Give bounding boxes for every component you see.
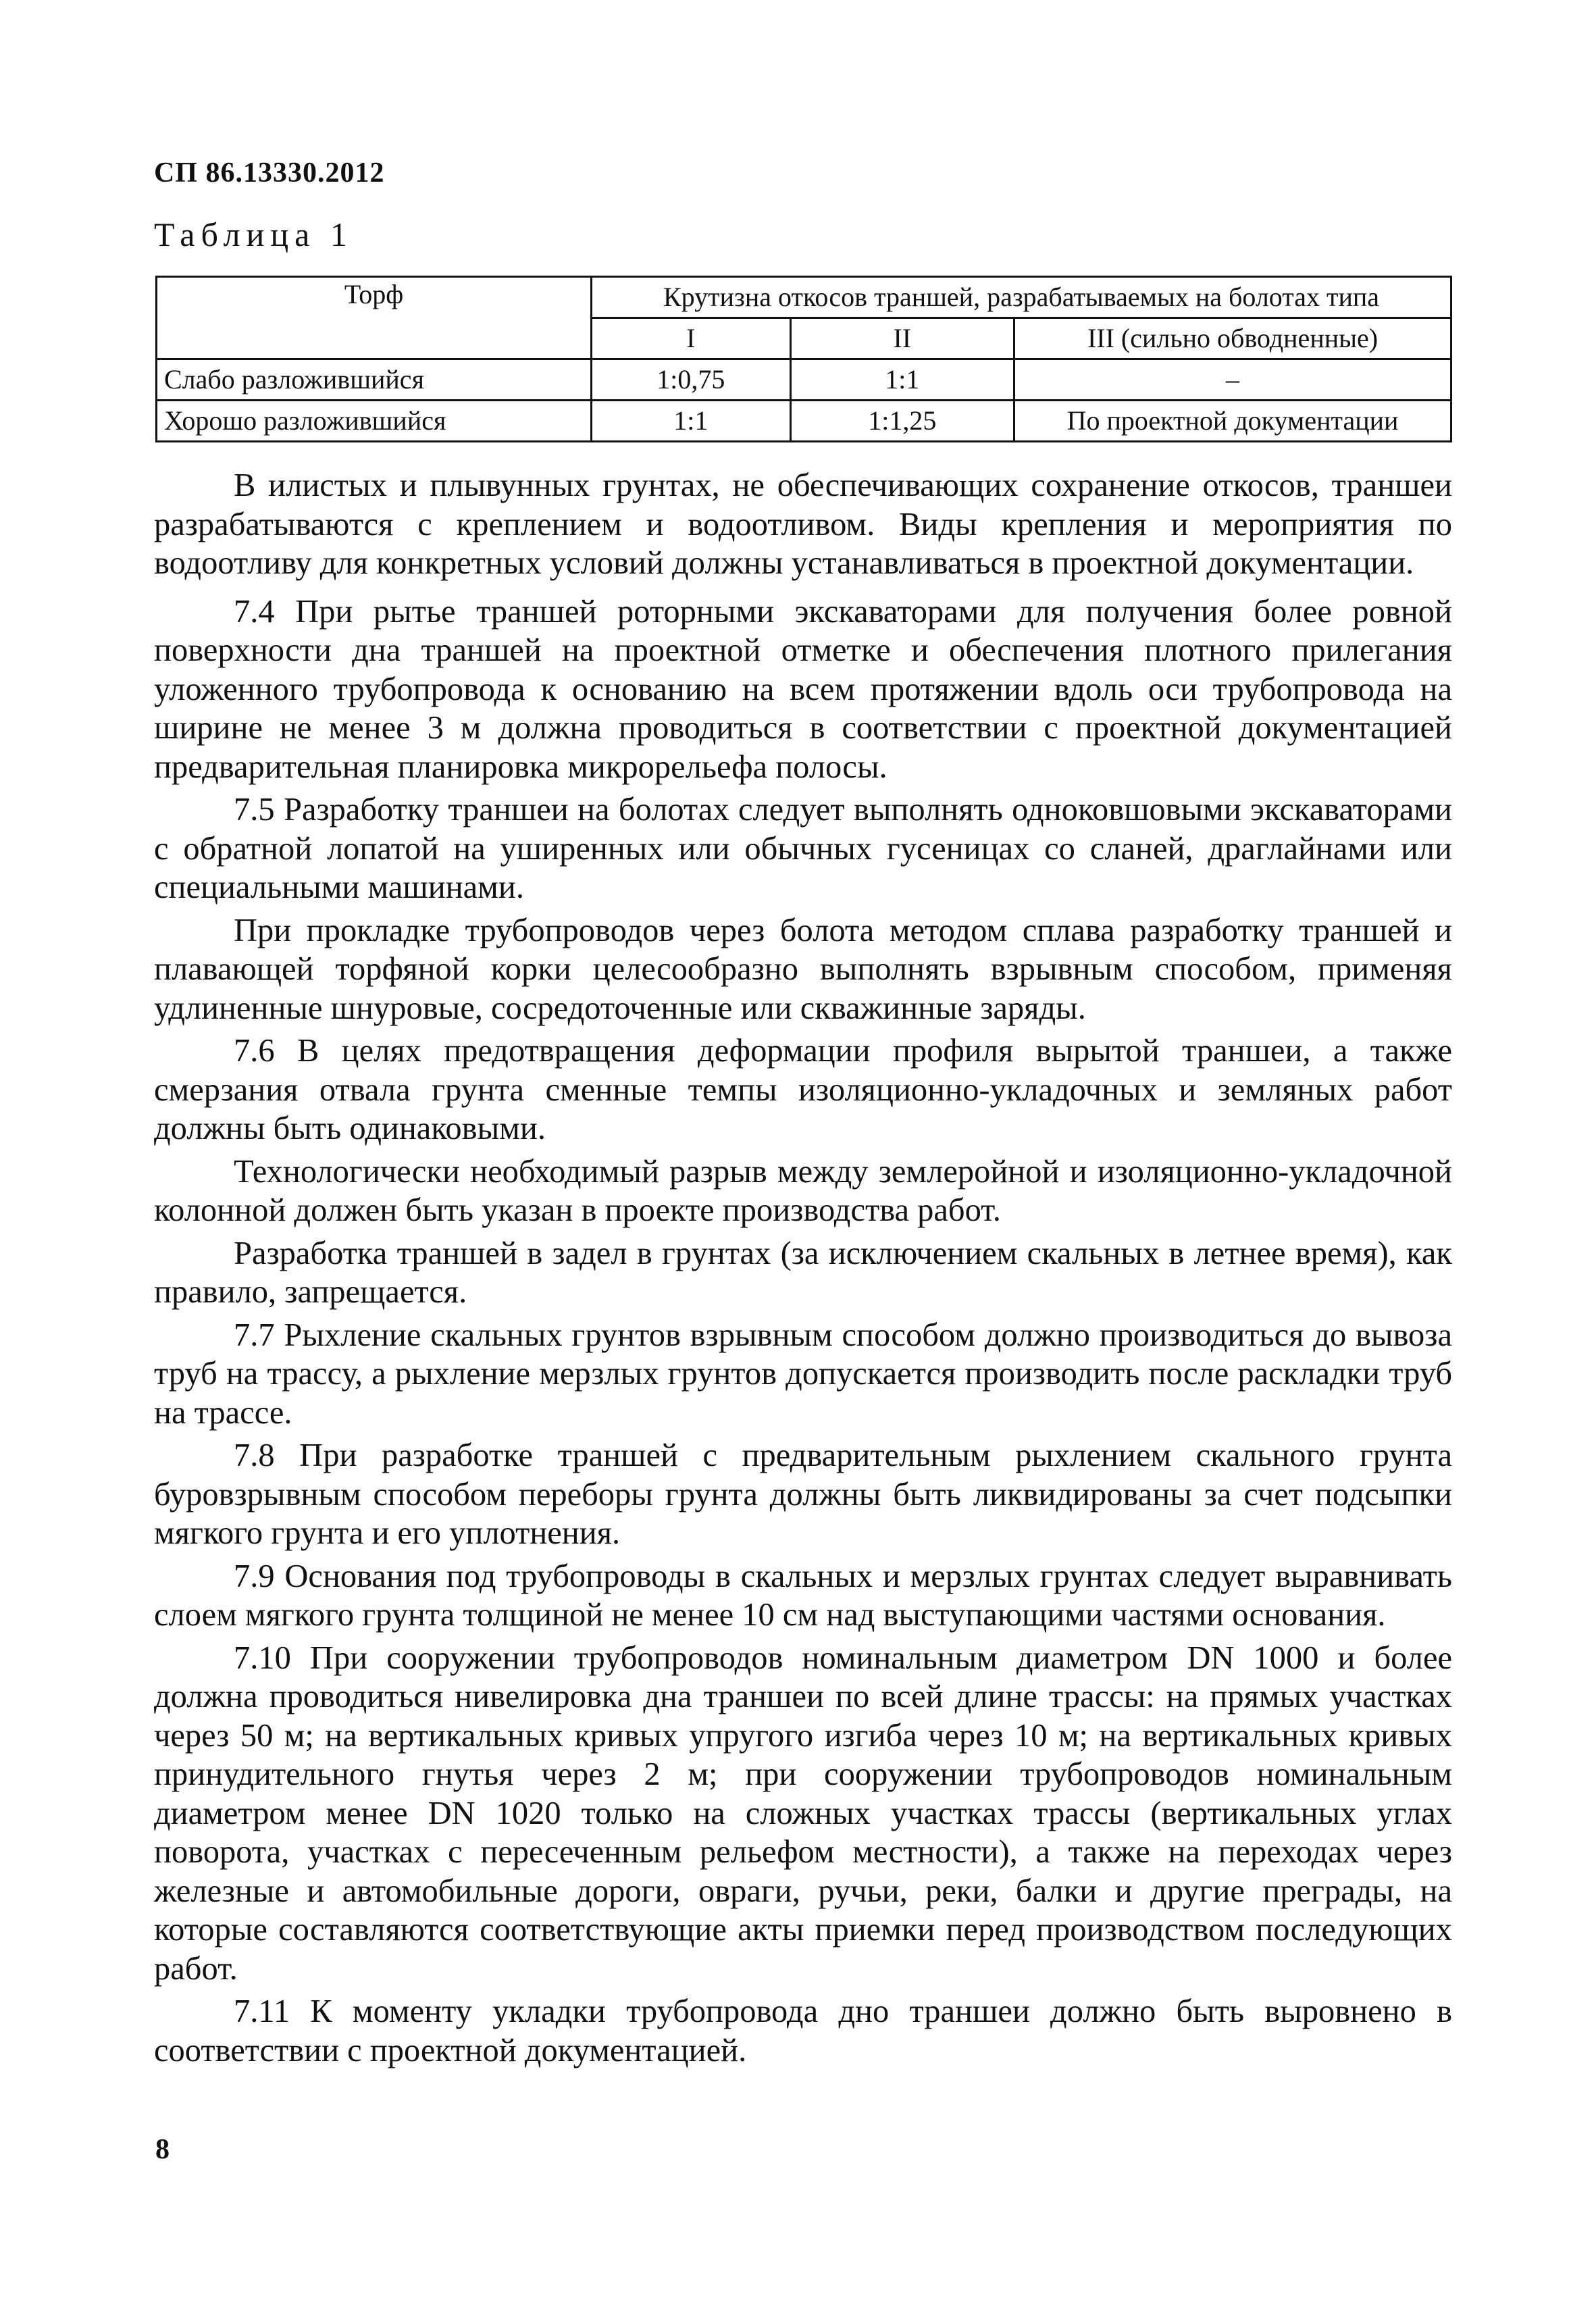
paragraph: 7.8 При разработке траншей с предварительным рыхлением скального грунта буровзрывным способом переборы грунта должны быть ликвидированы за счет подсыпки мягкого грунта и его уплотнения. xyxy=(154,1438,1452,1551)
header-slope-group: Крутизна откосов траншей, разрабатываемых на болотах типа xyxy=(592,277,1451,318)
header-peat: Торф xyxy=(157,277,592,359)
paragraph: Технологически необходимый разрыв между землеройной и изоляционно-укладочной колонной должен быть указан в проекте производства работ. xyxy=(154,1153,1452,1228)
header-type-1: I xyxy=(592,318,791,359)
cell-peat: Слабо разложившийся xyxy=(157,359,592,401)
header-type-3: III (сильно обводненные) xyxy=(1014,318,1451,359)
cell-value: 1:1 xyxy=(592,401,791,442)
cell-value: 1:1,25 xyxy=(790,401,1014,442)
document-code: СП 86.13330.2012 xyxy=(154,157,385,188)
paragraph: 7.9 Основания под трубопроводы в скальных и мерзлых грунтах следует выравнивать слоем мягкого грунта толщиной не менее 10 см над выступающими частями основания. xyxy=(154,1558,1452,1633)
body-text xyxy=(154,466,1452,2074)
slope-table xyxy=(155,276,1452,442)
table-caption: Таблица 1 xyxy=(154,215,353,253)
cell-value: 1:0,75 xyxy=(592,359,791,401)
cell-value: По проектной документации xyxy=(1014,401,1451,442)
paragraph: 7.11 К моменту укладки трубопровода дно траншеи должно быть выровнено в соответствии с проектной документацией. xyxy=(154,1993,1452,2068)
header-type-2: II xyxy=(790,318,1014,359)
cell-peat: Хорошо разложившийся xyxy=(157,401,592,442)
page-number: 8 xyxy=(155,2134,170,2165)
paragraph: 7.4 При рытье траншей роторными экскаваторами для получения более ровной поверхности дна траншей на проектной отметке и обеспечения плотного прилегания уложенного трубопровода к основанию на всем протяжении вдоль оси трубопровода на ширине не менее 3 м должна проводиться в соответствии с проектной документацией предварительная планировка микрорельефа полосы. xyxy=(154,593,1452,785)
paragraph: В илистых и плывунных грунтах, не обеспечивающих сохранение откосов, траншеи разрабатываются с креплением и водоотливом. Виды крепления и мероприятия по водоотливу для конкретных условий должны устанавливаться в проектной документации. xyxy=(154,467,1452,581)
table-row xyxy=(157,359,1451,401)
paragraph: 7.7 Рыхление скальных грунтов взрывным способом должно производиться до вывоза труб на трассу, а рыхление мерзлых грунтов допускается производить после раскладки труб на трассе. xyxy=(154,1317,1452,1431)
paragraph: При прокладке трубопроводов через болота методом сплава разработку траншей и плавающей торфяной корки целесообразно выполнять взрывным способом, применяя удлиненные шнуровые, сосредоточенные или скважинные заряды. xyxy=(154,912,1452,1026)
cell-value: 1:1 xyxy=(790,359,1014,401)
paragraph: 7.6 В целях предотвращения деформации профиля вырытой траншеи, а также смерзания отвала грунта сменные темпы изоляционно-укладочных и земляных работ должны быть одинаковыми. xyxy=(154,1033,1452,1146)
paragraph: 7.10 При сооружении трубопроводов номинальным диаметром DN 1000 и более должна проводиться нивелировка дна траншеи по всей длине трассы: на прямых участках через 50 м; на вертикальных кривых упругого изгиба через 10 м; на вертикальных кривых принудительного гнутья через 2 м; при сооружении трубопроводов номинальным диаметром менее DN 1020 только на сложных участках трассы (вертикальных углах поворота, участках с пересеченным рельефом местности), а также на переходах через железные и автомобильные дороги, овраги, ручьи, реки, балки и другие преграды, на которые составляются соответствующие акты приемки перед производством последующих работ. xyxy=(154,1640,1452,1987)
paragraph: Разработка траншей в задел в грунтах (за исключением скальных в летнее время), как правило, запрещается. xyxy=(154,1235,1452,1310)
cell-value: – xyxy=(1014,359,1451,401)
paragraph: 7.5 Разработку траншеи на болотах следует выполнять одноковшовыми экскаваторами с обратной лопатой на уширенных или обычных гусеницах со сланей, драглайнами или специальными машинами. xyxy=(154,792,1452,905)
table-row xyxy=(157,401,1451,442)
table-header-row xyxy=(157,277,1451,318)
